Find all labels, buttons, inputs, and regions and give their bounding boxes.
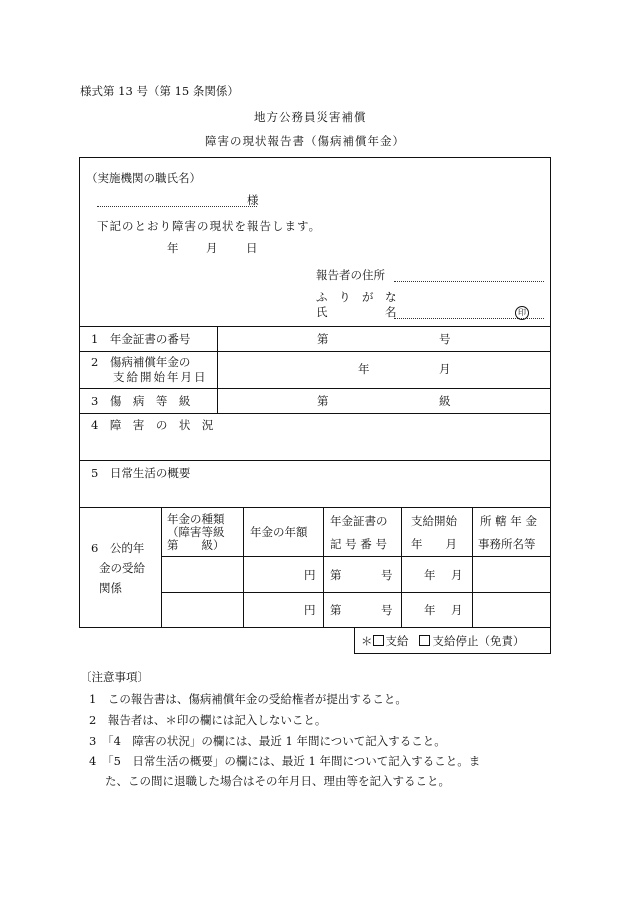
- note-1: 1 この報告書は、傷病補償年金の受給権者が提出すること。: [89, 692, 407, 706]
- org-title: 地方公務員災害補償: [254, 110, 367, 124]
- s6-r2-go: 号: [381, 603, 393, 617]
- date-year: 年: [167, 241, 179, 255]
- payment-status: [361, 635, 524, 648]
- s6-h-kind-2: （障害等級: [167, 525, 225, 539]
- pay-label: 支給: [385, 634, 409, 648]
- s6-r1-month: 月: [451, 568, 463, 582]
- s6-h-cert-1: 年金証書の: [330, 514, 388, 528]
- seal-mark: [515, 306, 529, 320]
- sama-label: 様: [247, 193, 259, 207]
- row2-label-line1: 2 傷病補償年金の: [91, 355, 191, 369]
- s6-h-start-2: 年 月: [411, 537, 457, 551]
- reporter-address-label: 報告者の住所: [316, 268, 385, 282]
- note-4-continued: た、この間に退職した場合はその年月日、理由等を記入すること。: [105, 774, 450, 788]
- s6-h-office-2: 事務所名等: [478, 537, 536, 551]
- s6-h-start-1: 支給開始: [411, 514, 457, 528]
- s6-label-line3: 関係: [99, 581, 122, 595]
- s6-r2-month: 月: [451, 603, 463, 617]
- reporter-address-line[interactable]: [394, 281, 544, 282]
- asterisk-mark: ＊: [361, 634, 373, 648]
- s6-row-divider: [161, 592, 551, 593]
- s6-r1-year: 年: [424, 568, 436, 582]
- row5-label: 5 日常生活の概要: [91, 466, 191, 480]
- divider-r5: [79, 507, 551, 508]
- date-day: 日: [246, 241, 258, 255]
- divider-r2: [79, 388, 551, 389]
- row3-label: 3 傷 病 等 級: [91, 394, 191, 408]
- stop-label: 支給停止（免責）: [432, 634, 525, 648]
- name-label: 氏 名: [316, 305, 397, 319]
- document-title: 障害の現状報告書（傷病補償年金）: [205, 134, 405, 148]
- s6-h-kind-3: 第 級）: [167, 538, 225, 552]
- s6-col1: [161, 507, 162, 628]
- row2-month: 月: [439, 362, 451, 376]
- furigana-label: ふ り が な: [316, 290, 397, 304]
- divider-r4: [79, 460, 551, 461]
- row2-year: 年: [358, 362, 370, 376]
- date-month: 月: [206, 241, 218, 255]
- pay-checkbox[interactable]: [373, 635, 384, 646]
- row3-kyu: 級: [439, 394, 451, 408]
- s6-h-kind-1: 年金の種類: [167, 512, 225, 526]
- s6-r1-dai: 第: [330, 568, 342, 582]
- s6-col5: [472, 507, 473, 628]
- notes-heading: 〔注意事項〕: [80, 670, 149, 684]
- s6-r2-dai: 第: [330, 603, 342, 617]
- row1-label: 1 年金証書の番号: [91, 332, 191, 346]
- addressee-line[interactable]: [97, 206, 257, 207]
- label-col-divider: [217, 326, 218, 413]
- s6-col3: [323, 507, 324, 628]
- divider-top: [79, 326, 551, 327]
- s6-h-office-1: 所 轄 年 金: [480, 514, 537, 528]
- s6-r2-yen: 円: [304, 603, 316, 617]
- s6-label-line1: 6 公的年: [91, 541, 145, 555]
- s6-r2-year: 年: [424, 603, 436, 617]
- row3-dai: 第: [317, 394, 329, 408]
- seal-icon: 印: [515, 306, 529, 320]
- row4-label: 4 障 害 の 状 況: [91, 418, 214, 432]
- form-number: 様式第 13 号（第 15 条関係）: [80, 84, 239, 98]
- stop-checkbox[interactable]: [419, 635, 430, 646]
- s6-r1-go: 号: [381, 568, 393, 582]
- lead-text: 下記のとおり障害の現状を報告します。: [97, 219, 322, 233]
- addressee-label: （実施機関の職氏名）: [86, 171, 201, 185]
- note-2: 2 報告者は、＊印の欄には記入しないこと。: [89, 713, 327, 727]
- s6-h-cert-2: 記 号 番 号: [330, 537, 387, 551]
- s6-r1-yen: 円: [304, 568, 316, 582]
- s6-col4: [401, 507, 402, 628]
- note-3: 3 「4 障害の状況」の欄には、最近 1 年間について記入すること。: [89, 734, 446, 748]
- s6-h-amount: 年金の年額: [250, 525, 308, 539]
- s6-label-line2: 金の受給: [99, 561, 145, 575]
- row1-dai: 第: [317, 332, 329, 346]
- divider-r1: [79, 351, 551, 352]
- s6-header-divider: [161, 556, 551, 557]
- note-4: 4 「5 日常生活の概要」の欄には、最近 1 年間について記入すること。ま: [89, 754, 481, 768]
- s6-col2: [243, 507, 244, 628]
- row1-go: 号: [439, 332, 451, 346]
- row2-label-line2: 支給開始年月日: [113, 370, 208, 384]
- divider-r3: [79, 413, 551, 414]
